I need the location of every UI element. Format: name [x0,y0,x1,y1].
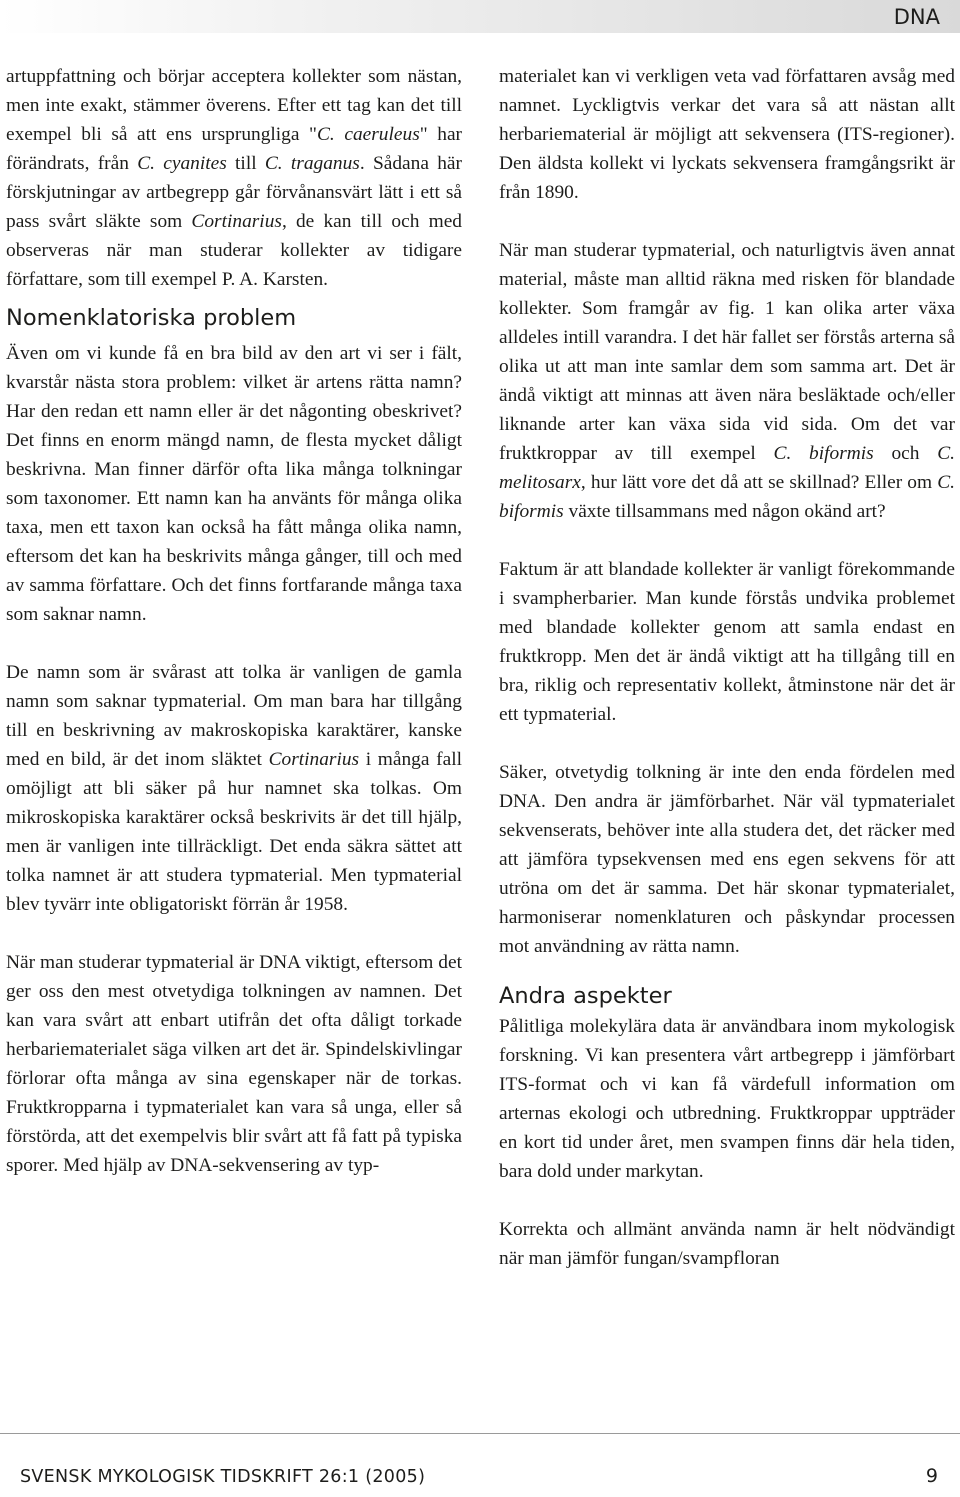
paragraph: Korrekta och allmänt använda namn är helt nödvändigt när man jämför fungan/svampfloran [499,1219,955,1269]
header-bar [0,0,960,33]
genus-name: Cortinarius [191,211,282,232]
text-run: , hur lätt vore det då att se skillnad? Eller om [580,472,938,493]
paragraph: Säker, otvetydig tolkning är inte den enda fördelen med DNA. Den andra är jämförbarhet. När väl typmaterialet sekvenserats, behöver inte alla studera det, det räcker med att jämföra typsekvensen med ens egen sekvens för att utröna om det är samma. Det här skonar typmaterialet, harmoniserar nomenklaturen och påskyndar processen mot användning av rätta namn. [499,762,955,957]
species-name: C. traganus [264,153,360,174]
section-label: DNA [893,5,940,29]
section-heading: Andra aspekter [499,983,672,1009]
paragraph: Faktum är att blandade kollekter är vanligt förekommande i svampherbarier. Man kunde förstås undvika problemet med blandade kollekter genom att samla endast en fruktkropp. Men det är ändå viktigt att ha tillgång till en bra, riklig och representativ kollekt, åtminstone när det är ett typmaterial. [499,559,955,725]
paragraph: materialet kan vi verkligen veta vad författaren avsåg med namnet. Lyckligtvis verkar det vara så att nästan allt herbariematerial är möjligt att sekvensera (ITS-regioner). Den äldsta kollekt vi lyckats sekvensera framgångsrikt är från 1890. [499,66,955,203]
text-run: , de kan till och med observeras när man studerar kollekter av tidigare författare, som till exempel P. A. Karsten. [6,211,462,290]
paragraph [6,658,462,919]
species-name: C. biformis [499,472,955,522]
text-run: och [873,443,938,464]
section-heading: Nomenklatoriska problem [6,305,297,331]
text-run: . Sådana här förskjutningar av artbegrepp går förvånansvärt lätt i ett så pass svårt släkte som [6,153,462,232]
text-run: till [226,153,265,174]
journal-title: SVENSK MYKOLOGISK TIDSKRIFT 26:1 (2005) [20,1467,426,1487]
species-name: C. caeruleus [316,124,420,145]
text-run: När man studerar typmaterial, och naturligtvis även annat material, måste man alltid räkna med risken för blandade kollekter. Som framgår av fig. 1 kan olika arter växa alldeles intill varandra. I det här fallet ser förstås arterna så olika ut att man inte samlar dem som samma art. Det är ändå viktigt att minnas att även nära besläktade och/eller liknande arter kan växa sida vid sida. Om det var fruktkroppar av till exempel [499,240,956,464]
text-run: växte tillsammans med någon okänd art? [563,501,886,522]
paragraph [6,62,462,294]
genus-name: Cortinarius [268,749,360,770]
left-column [6,62,462,1180]
paragraph: När man studerar typmaterial är DNA viktigt, eftersom det ger oss den mest otvetydiga tolkningen av namnen. Det kan vara svårt att enbart utifrån det ofta dåligt torkade herbariematerialet säga vilken art det är. Spindelskivlingar förlorar ofta många av sina egenskaper när de torkas. Fruktkropparna i typmaterialet kan vara så unga, eller så förstörda, att det exempelvis blir svårt att få fatt på typiska sporer. Med hjälp av DNA-sekvensering av typ- [6,952,462,1176]
species-name: C. cyanites [137,153,227,174]
text-run: artuppfattning och börjar acceptera kollekter som nästan, men inte exakt, stämmer överens. Efter ett tag kan det till exempel bli så att ens ursprungliga " [6,66,462,145]
paragraph: Även om vi kunde få en bra bild av den art vi ser i fält, kvarstår nästa stora problem: vilket är artens rätta namn? Har den redan ett namn eller är det någonting obeskrivet? Det finns en enorm mängd namn, de flesta mycket dåligt beskrivna. Man finner därför ofta lika många tolkningar som taxonomer. Ett namn kan ha använts för många olika taxa, men ett taxon kan också ha fått många olika namn, eftersom det kan ha beskrivits många gånger, till och med av samma författare. Och det finns fortfarande många taxa som saknar namn. [6,343,462,625]
right-column [499,62,955,1273]
footer-divider [0,1433,960,1434]
text-run: " har förändrats, från [6,124,463,174]
text-run: i många fall omöjligt att bli säker på hur namnet ska tolkas. Om mikroskopiska karaktärer också beskrivits är det till hjälp, men är vanligen inte tillräckligt. Det enda säkra sättet att tolka namnet är att studera typmaterial. Men typmaterial blev tyvärr inte obligatoriskt förrän år 1958. [6,749,462,915]
species-name: C. biformis [773,443,874,464]
species-name: C. melitosarx [499,443,955,493]
text-run: De namn som är svårast att tolka är vanligen de gamla namn som saknar typmaterial. Om man bara har tillgång till en beskrivning av makroskopiska karaktärer, kanske med en bild, är det inom släktet [6,662,462,770]
paragraph [499,236,955,526]
page-number: 9 [925,1465,938,1487]
paragraph: Pålitliga molekylära data är användbara inom mykologisk forskning. Vi kan presentera vårt artbegrepp i jämförbart ITS-format och vi kan få värdefull information om arternas ekologi och utbredning. Fruktkroppar uppträder en kort tid under året, men svampen finns där hela tiden, bara dold under markytan. [499,1016,955,1182]
